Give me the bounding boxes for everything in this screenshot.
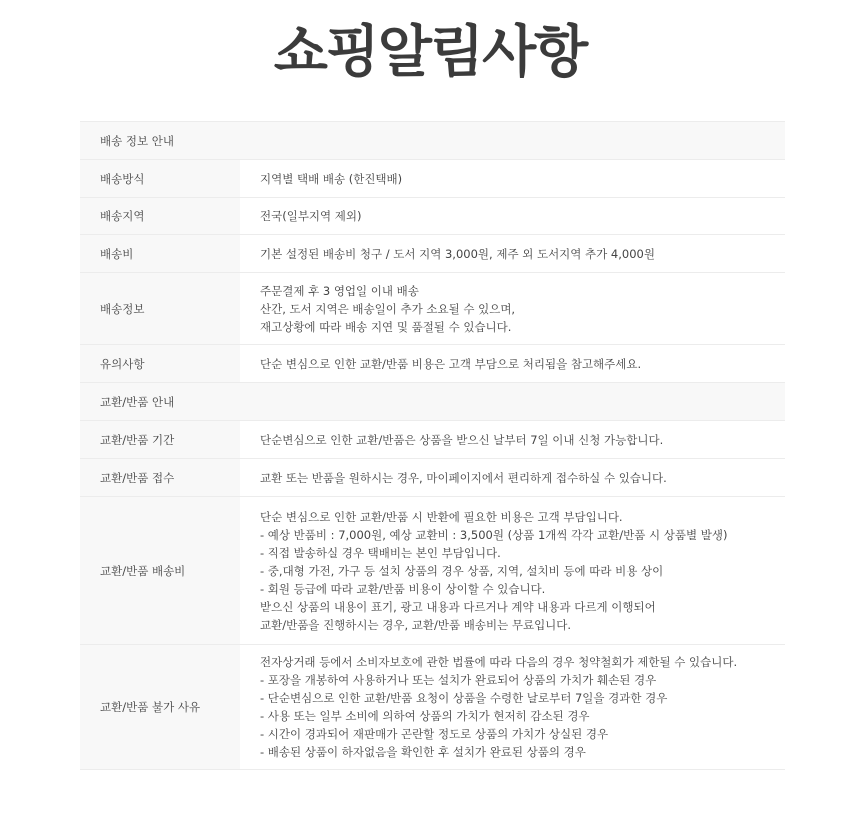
exchange-section-header [80,383,785,421]
shipping-info-line: 재고상황에 따라 배송 지연 및 품절될 수 있습니다. [260,319,512,334]
exchange-fee-line: - 중,대형 가전, 가구 등 설치 상품의 경우 상품, 지역, 설치비 등에 따라 비용 상이 [260,563,664,578]
exchange-receipt-value: 교환 또는 반품을 원하시는 경우, 마이페이지에서 편리하게 접수하실 수 있습니다. [240,459,785,497]
exchange-fee-line: - 직접 발송하실 경우 택배비는 본인 부담입니다. [260,545,501,560]
shipping-area-label: 배송지역 [80,198,240,235]
not-allowed-line: - 사용 또는 일부 소비에 의하여 상품의 가치가 현저히 감소된 경우 [260,709,590,723]
shipping-info-line: 산간, 도서 지역은 배송일이 추가 소요될 수 있으며, [260,301,516,316]
exchange-period-label: 교환/반품 기간 [80,421,240,459]
shopping-notice-table [80,121,785,770]
shipping-info-label: 배송정보 [80,273,240,345]
table-row-exchange-fee [80,497,785,645]
exchange-fee-line: - 예상 반품비 : 7,000원, 예상 교환비 : 3,500원 (상품 1개씩 각각 교환/반품 시 상품별 발생) [260,527,728,542]
exchange-not-allowed-value [240,645,785,770]
table-row-shipping-fee [80,235,785,273]
table-row-shipping-info [80,273,785,345]
exchange-section-heading-filler [240,383,785,421]
shipping-section-heading-filler [240,122,785,160]
shipping-method-label: 배송방식 [80,160,240,198]
page-title: 쇼핑알림사항 [273,20,587,85]
exchange-fee-value [240,497,785,645]
table-row-exchange-period [80,421,785,459]
exchange-fee-line: 단순 변심으로 인한 교환/반품 시 반환에 필요한 비용은 고객 부담입니다. [260,509,623,524]
not-allowed-line: - 시간이 경과되어 재판매가 곤란할 정도로 상품의 가치가 상실된 경우 [260,727,609,741]
caution-value: 단순 변심으로 인한 교환/반품 비용은 고객 부담으로 처리됨을 참고해주세요. [240,345,785,383]
exchange-fee-label: 교환/반품 배송비 [80,497,240,645]
shipping-section-header [80,122,785,160]
exchange-fee-line: - 회원 등급에 따라 교환/반품 비용이 상이할 수 있습니다. [260,581,546,596]
exchange-fee-line: 받으신 상품의 내용이 표기, 광고 내용과 다르거나 계약 내용과 다르게 이행되어 [260,599,656,614]
shipping-info-value [240,273,785,345]
shipping-section-heading: 배송 정보 안내 [80,122,240,160]
table-row-exchange-receipt [80,459,785,497]
exchange-not-allowed-label: 교환/반품 불가 사유 [80,645,240,770]
shipping-area-value: 전국(일부지역 제외) [240,198,785,235]
not-allowed-line: - 포장을 개봉하여 사용하거나 또는 설치가 완료되어 상품의 가치가 훼손된 경우 [260,673,657,687]
exchange-section-heading: 교환/반품 안내 [80,383,240,421]
shipping-method-value: 지역별 택배 배송 (한진택배) [240,160,785,198]
not-allowed-line: - 단순변심으로 인한 교환/반품 요청이 상품을 수령한 날로부터 7일을 경과한 경우 [260,691,668,705]
shipping-info-line: 주문결제 후 3 영업일 이내 배송 [260,283,419,298]
not-allowed-line: - 배송된 상품이 하자없음을 확인한 후 설치가 완료된 상품의 경우 [260,745,586,759]
table-row-exchange-not-allowed [80,645,785,770]
not-allowed-line: 전자상거래 등에서 소비자보호에 관한 법률에 따라 다음의 경우 청약철회가 제한될 수 있습니다. [260,655,738,669]
exchange-period-value: 단순변심으로 인한 교환/반품은 상품을 받으신 날부터 7일 이내 신청 가능합니다. [240,421,785,459]
caution-label: 유의사항 [80,345,240,383]
shipping-fee-label: 배송비 [80,235,240,273]
exchange-fee-line: 교환/반품을 진행하시는 경우, 교환/반품 배송비는 무료입니다. [260,617,572,632]
table-row-shipping-method [80,160,785,198]
exchange-receipt-label: 교환/반품 접수 [80,459,240,497]
table-row-shipping-area [80,198,785,235]
table-row-caution [80,345,785,383]
shipping-fee-value: 기본 설정된 배송비 청구 / 도서 지역 3,000원, 제주 외 도서지역 추가 4,000원 [240,235,785,273]
